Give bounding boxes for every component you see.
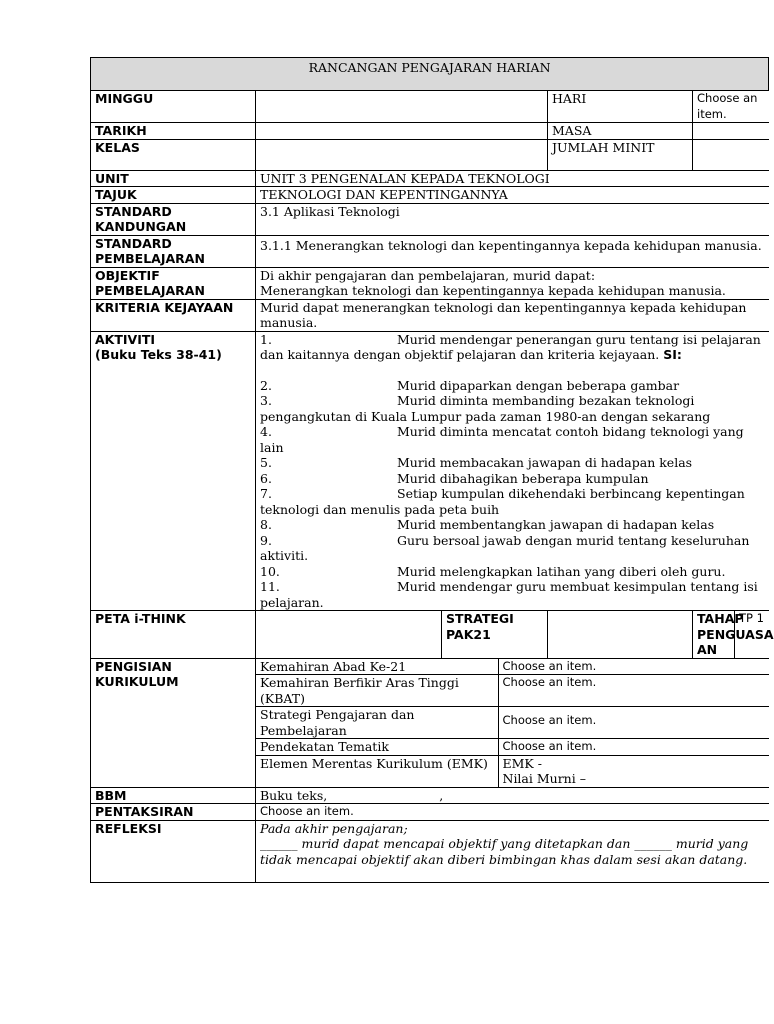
pengisian-row-label: Elemen Merentas Kurikulum (EMK) [256, 755, 498, 787]
activity-item-cont: dan kaitannya dengan objektif pelajaran dan kriteria kejayaan. SI: [260, 347, 682, 362]
aktiviti-label-cell [91, 331, 256, 611]
tajuk-label: TAJUK [91, 187, 256, 204]
activity-item: 7. Setiap kumpulan dikehendaki berbincang kepentingan [260, 486, 745, 501]
kelas-field[interactable] [256, 139, 548, 170]
pengisian-kurikulum-table [256, 659, 769, 787]
activity-item: 8. Murid membentangkan jawapan di hadapan kelas [260, 517, 715, 532]
refleksi-line-2[interactable]: ______ murid dapat mencapai objektif yang ditetapkan dan ______ murid yang tidak mencapai objektif akan diberi bimbingan khas dalam sesi akan datang. [260, 836, 749, 867]
strategi-pak21-field[interactable] [548, 611, 693, 659]
masa-label: MASA [548, 123, 693, 140]
standard-kandungan-label: STANDARD KANDUNGAN [91, 203, 256, 235]
minggu-field[interactable] [256, 91, 548, 123]
activity-item-cont: lain [260, 439, 284, 455]
pengisian-row-dropdown[interactable]: Choose an item. [498, 675, 769, 707]
nilai-murni-value[interactable]: Nilai Murni – [502, 771, 586, 786]
objektif-label: OBJEKTIF PEMBELAJARAN [91, 267, 256, 299]
pengisian-kurikulum-cell [256, 658, 769, 787]
peta-ithink-label: PETA i-THINK [91, 611, 256, 659]
pengisian-row-label: Kemahiran Berfikir Aras Tinggi (KBAT) [256, 675, 498, 707]
tarikh-label: TARIKH [91, 123, 256, 140]
pengisian-kurikulum-label: PENGISIAN KURIKULUM [91, 658, 256, 787]
objektif-intro: Di akhir pengajaran dan pembelajaran, murid dapat: [260, 267, 596, 283]
minggu-label: MINGGU [91, 91, 256, 123]
strategi-pak21-label: STRATEGI PAK21 [442, 611, 548, 659]
activity-item: 11. Murid mendengar guru membuat kesimpulan tentang isi [260, 579, 758, 594]
activity-item-cont: pelajaran. [260, 594, 324, 610]
activity-item: 9. Guru bersoal jawab dengan murid tentang keseluruhan [260, 532, 750, 548]
activity-item: 5. Murid membacakan jawapan di hadapan kelas [260, 455, 693, 470]
bbm-value-2[interactable]: , [439, 787, 444, 803]
unit-value: UNIT 3 PENGENALAN KEPADA TEKNOLOGI [256, 170, 769, 187]
pentaksiran-dropdown[interactable]: Choose an item. [256, 804, 769, 821]
bbm-label: BBM [91, 787, 256, 804]
jumlah-minit-field[interactable] [693, 139, 769, 170]
hari-label: HARI [548, 91, 693, 123]
hari-dropdown[interactable]: Choose an item. [693, 91, 769, 123]
standard-kandungan-value: 3.1 Aplikasi Teknologi [256, 203, 769, 235]
activity-item: 10. Murid melengkapkan latihan yang diberi oleh guru. [260, 563, 726, 579]
activity-item: 6. Murid dibahagikan beberapa kumpulan [260, 470, 649, 486]
pengisian-row-dropdown[interactable]: Choose an item. [498, 707, 769, 739]
pengisian-row-dropdown[interactable]: Choose an item. [498, 659, 769, 675]
refleksi-line-1: Pada akhir pengajaran; [260, 820, 408, 836]
tahap-penguasaan-label: TAHAP PENGUASA AN [693, 611, 735, 659]
pengisian-row-label: Pendekatan Tematik [256, 739, 498, 756]
page-title: RANCANGAN PENGAJARAN HARIAN [91, 58, 769, 91]
objektif-cell [256, 267, 769, 299]
pengisian-row-label: Strategi Pengajaran dan Pembelajaran [256, 707, 498, 739]
activity-item-cont: aktiviti. [260, 548, 309, 563]
masa-field[interactable] [693, 123, 769, 140]
aktiviti-list [256, 331, 769, 611]
bbm-value[interactable]: Buku teks, [260, 787, 328, 803]
bbm-cell [256, 787, 769, 804]
pengisian-row-dropdown[interactable]: Choose an item. [498, 739, 769, 756]
activity-item: 1. Murid mendengar penerangan guru tentang isi pelajaran [260, 331, 761, 347]
objektif-value: Menerangkan teknologi dan kepentingannya kepada kehidupan manusia. [260, 283, 726, 298]
activity-item: 3. Murid diminta membanding bezakan teknologi [260, 393, 695, 408]
standard-pembelajaran-label: STANDARD PEMBELAJARAN [91, 235, 256, 267]
unit-label: UNIT [91, 170, 256, 187]
activity-item: 2. Murid dipaparkan dengan beberapa gambar [260, 377, 680, 393]
activity-item-cont: pengangkutan di Kuala Lumpur pada zaman 1980-an dengan sekarang [260, 408, 711, 424]
tahap-penguasaan-value[interactable]: TP 1 [735, 611, 769, 659]
tarikh-field[interactable] [256, 123, 548, 140]
kriteria-label: KRITERIA KEJAYAAN [91, 299, 256, 331]
pengisian-row-label: Kemahiran Abad Ke-21 [256, 659, 498, 675]
jumlah-minit-label: JUMLAH MINIT [548, 139, 693, 170]
lesson-plan-table [90, 57, 774, 883]
si-label: SI: [663, 347, 682, 362]
refleksi-cell [256, 820, 769, 882]
tajuk-value: TEKNOLOGI DAN KEPENTINGANNYA [256, 187, 769, 204]
kelas-label: KELAS [91, 139, 256, 170]
emk-cell [498, 755, 769, 787]
emk-value[interactable]: EMK - [502, 755, 542, 771]
refleksi-label: REFLEKSI [91, 820, 256, 882]
standard-pembelajaran-value: 3.1.1 Menerangkan teknologi dan kepentingannya kepada kehidupan manusia. [256, 235, 769, 267]
activity-item-cont: teknologi dan menulis pada peta buih [260, 501, 500, 517]
aktiviti-label: AKTIVITI [95, 331, 156, 347]
activity-item: 4. Murid diminta mencatat contoh bidang teknologi yang [260, 424, 744, 439]
peta-ithink-field[interactable] [256, 611, 442, 659]
kriteria-value: Murid dapat menerangkan teknologi dan kepentingannya kepada kehidupan manusia. [256, 299, 769, 331]
aktiviti-sublabel: (Buku Teks 38-41) [95, 347, 222, 362]
pentaksiran-label: PENTAKSIRAN [91, 804, 256, 821]
